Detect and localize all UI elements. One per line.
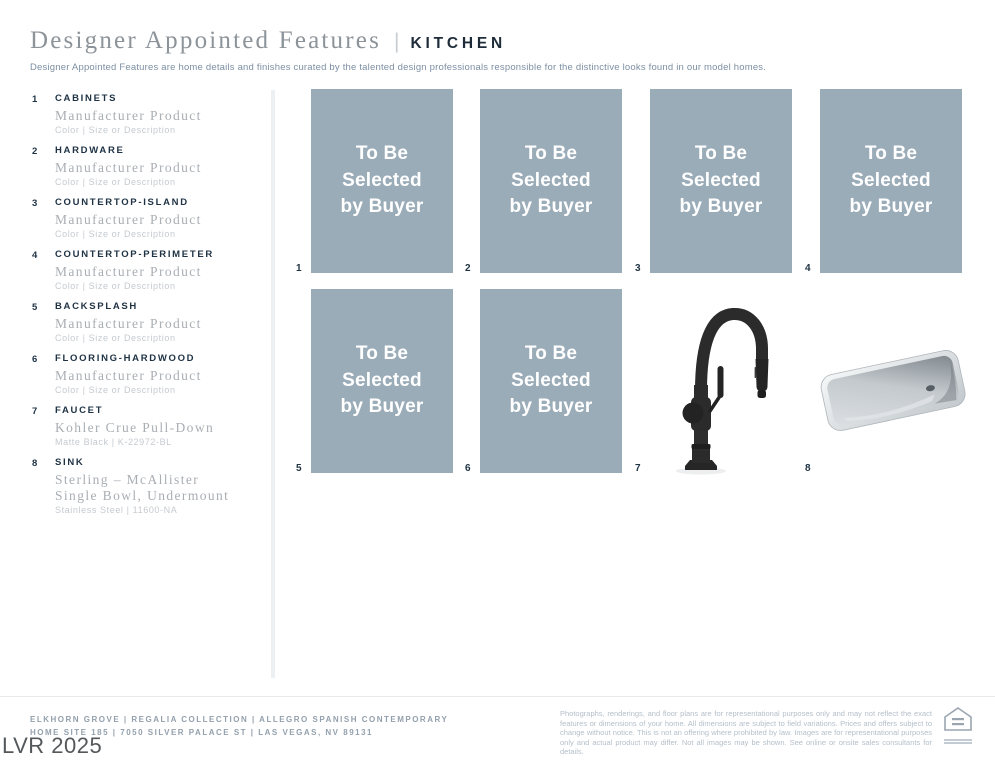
feature-name: COUNTERTOP-PERIMETER	[55, 249, 214, 260]
selection-slot-4	[805, 89, 962, 274]
placeholder-line: To Be	[524, 143, 578, 165]
feature-number: 2	[32, 146, 38, 157]
placeholder-line: by Buyer	[509, 396, 593, 418]
selection-slot-1	[296, 89, 453, 274]
slot-number: 4	[805, 263, 811, 274]
feature-detail: Color | Size or Description	[55, 177, 176, 187]
feature-name: CABINETS	[55, 93, 118, 104]
feature-name: SINK	[55, 457, 85, 468]
feature-detail: Color | Size or Description	[55, 333, 176, 343]
feature-item-faucet	[30, 405, 265, 447]
feature-number: 4	[32, 250, 38, 261]
feature-item-backsplash	[30, 301, 265, 343]
feature-item-flooring	[30, 353, 265, 395]
feature-number: 3	[32, 198, 38, 209]
legal-disclaimer: Photographs, renderings, and floor plans are for representational purposes only and may not reflect the exact features or dimensions of your home. All dimensions are subject to field variations. Prices and offers subject to change without notice. This is not an offering where prohibited by law. Images are for representational purposes only and actual product may differ. Not all images may be shown. See online or onsite sales consultants for details.	[560, 709, 932, 757]
placeholder-line: To Be	[694, 143, 748, 165]
vertical-divider	[271, 90, 275, 678]
feature-name: BACKSPLASH	[55, 301, 138, 312]
feature-detail: Color | Size or Description	[55, 125, 176, 135]
slot-number: 1	[296, 263, 302, 274]
feature-product-line2: Single Bowl, Undermount	[55, 488, 230, 503]
placeholder-line: To Be	[355, 343, 409, 365]
feature-item-sink	[30, 457, 265, 515]
community-line-1: ELKHORN GROVE | REGALIA COLLECTION | ALLEGRO SPANISH CONTEMPORARY	[30, 715, 449, 724]
to-be-selected-placeholder	[650, 89, 792, 273]
placeholder-line: Selected	[851, 169, 931, 191]
placeholder-line: by Buyer	[340, 196, 424, 218]
to-be-selected-placeholder	[311, 289, 453, 473]
selection-slot-6	[465, 289, 622, 474]
to-be-selected-placeholder	[820, 89, 962, 273]
page-title	[30, 27, 766, 55]
placeholder-line: To Be	[355, 143, 409, 165]
slot-number: 8	[805, 463, 811, 474]
feature-name: FAUCET	[55, 405, 104, 416]
feature-item-countertop-perimeter	[30, 249, 265, 291]
to-be-selected-placeholder	[480, 89, 622, 273]
feature-name: HARDWARE	[55, 145, 125, 156]
feature-number: 5	[32, 302, 38, 313]
subtitle: Designer Appointed Features are home details and finishes curated by the talented design professionals responsible for the distinctive looks found in our model homes.	[30, 62, 767, 73]
feature-name: FLOORING-HARDWOOD	[55, 353, 196, 364]
feature-product: Manufacturer Product	[55, 212, 202, 227]
slot-number: 7	[635, 463, 641, 474]
placeholder-line: Selected	[342, 169, 422, 191]
feature-item-countertop-island	[30, 197, 265, 239]
faucet-image	[654, 299, 799, 479]
feature-number: 6	[32, 354, 38, 365]
feature-product: Manufacturer Product	[55, 160, 202, 175]
slot-number: 2	[465, 263, 471, 274]
placeholder-line: Selected	[511, 169, 591, 191]
watermark: LVR 2025	[2, 733, 103, 758]
feature-number: 1	[32, 94, 38, 105]
title-section: KITCHEN	[410, 35, 506, 52]
placeholder-line: Selected	[342, 369, 422, 391]
selection-slot-7	[635, 289, 792, 474]
feature-product: Kohler Crue Pull-Down	[55, 420, 215, 435]
feature-detail: Matte Black | K-22972-BL	[55, 437, 172, 447]
feature-product: Manufacturer Product	[55, 316, 202, 331]
placeholder-line: by Buyer	[509, 196, 593, 218]
feature-product: Sterling – McAllister	[55, 472, 200, 487]
equal-housing-fine-print	[941, 739, 975, 744]
selection-slot-2	[465, 89, 622, 274]
feature-detail: Color | Size or Description	[55, 229, 176, 239]
placeholder-line: by Buyer	[679, 196, 763, 218]
slot-number: 6	[465, 463, 471, 474]
feature-number: 8	[32, 458, 38, 469]
title-divider: |	[394, 30, 400, 53]
footer-divider	[0, 696, 995, 697]
header	[30, 27, 766, 73]
sink-image	[818, 339, 968, 441]
to-be-selected-placeholder	[480, 289, 622, 473]
feature-detail: Color | Size or Description	[55, 385, 176, 395]
placeholder-line: To Be	[864, 143, 918, 165]
selection-slot-8	[805, 289, 962, 474]
equal-housing-logo	[941, 706, 975, 745]
feature-product: Manufacturer Product	[55, 264, 202, 279]
placeholder-line: Selected	[681, 169, 761, 191]
feature-list	[30, 93, 265, 525]
selection-slot-3	[635, 89, 792, 274]
selection-slot-5	[296, 289, 453, 474]
feature-product: Manufacturer Product	[55, 108, 202, 123]
title-main: Designer Appointed Features	[30, 27, 382, 54]
feature-detail: Color | Size or Description	[55, 281, 176, 291]
feature-detail: Stainless Steel | 11600-NA	[55, 505, 178, 515]
placeholder-line: by Buyer	[849, 196, 933, 218]
feature-product: Manufacturer Product	[55, 368, 202, 383]
placeholder-line: by Buyer	[340, 396, 424, 418]
placeholder-line: To Be	[524, 343, 578, 365]
to-be-selected-placeholder	[311, 89, 453, 273]
feature-item-cabinets	[30, 93, 265, 135]
feature-name: COUNTERTOP-ISLAND	[55, 197, 189, 208]
slot-number: 5	[296, 463, 302, 474]
feature-number: 7	[32, 406, 38, 417]
community-line-2: HOME SITE 185 | 7050 SILVER PALACE ST | LAS VEGAS, NV 89131	[30, 728, 373, 737]
equal-housing-house-icon	[943, 706, 973, 732]
slot-number: 3	[635, 263, 641, 274]
feature-item-hardware	[30, 145, 265, 187]
placeholder-line: Selected	[511, 369, 591, 391]
